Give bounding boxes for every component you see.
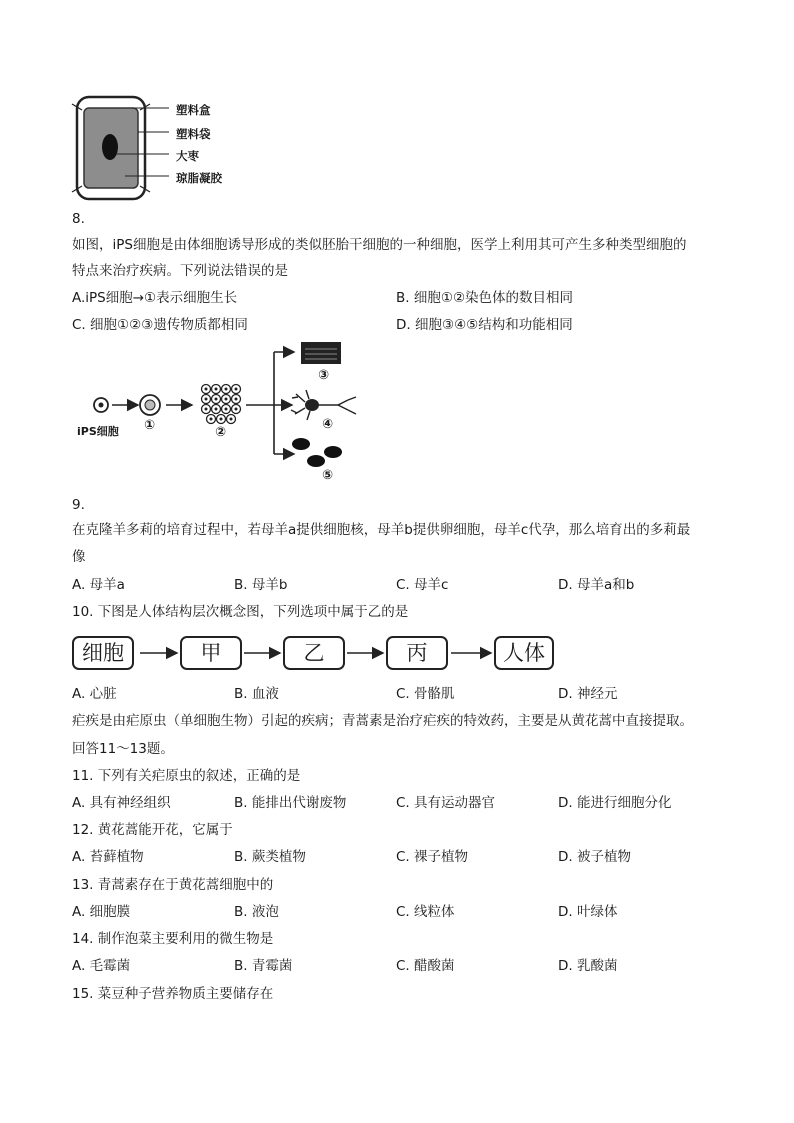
q9-number: 9. — [72, 497, 85, 513]
label-jujube: 大枣 — [176, 149, 199, 163]
q14-option-a: A. 毛霉菌 — [72, 958, 131, 974]
q11-option-d: D. 能进行细胞分化 — [558, 795, 672, 811]
q14-option-d: D. 乳酸菌 — [558, 958, 618, 974]
mark-3: ③ — [318, 368, 330, 383]
q14-option-b: B. 青霉菌 — [234, 958, 293, 974]
q11-stem: 11. 下列有关疟原虫的叙述，正确的是 — [72, 768, 301, 784]
q13-option-d: D. 叶绿体 — [558, 904, 618, 920]
q8-option-c: C. 细胞①②③遗传物质都相同 — [72, 317, 248, 333]
q9-option-a: A. 母羊a — [72, 577, 125, 593]
q12-option-b: B. 蕨类植物 — [234, 849, 306, 865]
jujube-container-diagram — [70, 94, 170, 202]
label-plastic-bag: 塑料袋 — [176, 127, 211, 141]
passage-line1: 疟疾是由疟原虫（单细胞生物）引起的疾病；青蒿素是治疗疟疾的特效药，主要是从黄花蒿中直接提取。 — [72, 713, 693, 729]
q11-option-c: C. 具有运动器官 — [396, 795, 496, 811]
q9-option-c: C. 母羊c — [396, 577, 449, 593]
q9-option-d: D. 母羊a和b — [558, 577, 635, 593]
q8-option-a: A.iPS细胞→①表示细胞生长 — [72, 290, 238, 306]
hierarchy-arrows — [134, 645, 496, 661]
q10-option-b: B. 血液 — [234, 686, 279, 702]
ips-cell-label: iPS细胞 — [77, 425, 119, 438]
mark-5: ⑤ — [322, 468, 334, 483]
q12-option-a: A. 苔藓植物 — [72, 849, 144, 865]
q8-option-d: D. 细胞③④⑤结构和功能相同 — [396, 317, 573, 333]
q8-stem-line1: 如图，iPS细胞是由体细胞诱导形成的类似胚胎干细胞的一种细胞，医学上利用其可产生多种类型细胞的 — [72, 237, 687, 253]
box-bing: 丙 — [386, 636, 448, 670]
box-yi: 乙 — [283, 636, 345, 670]
q9-stem-line1: 在克隆羊多莉的培育过程中，若母羊a提供细胞核，母羊b提供卵细胞，母羊c代孕，那么培育出的多莉最 — [72, 522, 691, 538]
q13-option-a: A. 细胞膜 — [72, 904, 131, 920]
mark-1: ① — [144, 418, 156, 433]
q12-stem: 12. 黄花蒿能开花，它属于 — [72, 822, 233, 838]
mark-4: ④ — [322, 417, 334, 432]
box-jia: 甲 — [180, 636, 242, 670]
q10-option-a: A. 心脏 — [72, 686, 117, 702]
q13-stem: 13. 青蒿素存在于黄花蒿细胞中的 — [72, 877, 274, 893]
box-cell: 细胞 — [72, 636, 134, 670]
q10-option-d: D. 神经元 — [558, 686, 618, 702]
q10-stem: 10. 下图是人体结构层次概念图，下列选项中属于乙的是 — [72, 604, 409, 620]
q14-stem: 14. 制作泡菜主要利用的微生物是 — [72, 931, 274, 947]
label-plastic-box: 塑料盒 — [176, 103, 211, 117]
q12-option-c: C. 裸子植物 — [396, 849, 469, 865]
q9-stem-line2: 像 — [72, 549, 86, 565]
q13-option-c: C. 线粒体 — [396, 904, 455, 920]
q11-option-a: A. 具有神经组织 — [72, 795, 171, 811]
q11-option-b: B. 能排出代谢废物 — [234, 795, 347, 811]
passage-line2: 回答11～13题。 — [72, 741, 174, 757]
q12-option-d: D. 被子植物 — [558, 849, 631, 865]
q8-option-b: B. 细胞①②染色体的数目相同 — [396, 290, 574, 306]
q14-option-c: C. 醋酸菌 — [396, 958, 455, 974]
q9-option-b: B. 母羊b — [234, 577, 288, 593]
label-agar-gel: 琼脂凝胶 — [176, 171, 222, 185]
q10-option-c: C. 骨骼肌 — [396, 686, 455, 702]
q15-stem: 15. 菜豆种子营养物质主要储存在 — [72, 986, 274, 1002]
q8-number: 8. — [72, 211, 85, 227]
q13-option-b: B. 液泡 — [234, 904, 279, 920]
q8-stem-line2: 特点来治疗疾病。下列说法错误的是 — [72, 263, 288, 279]
mark-2: ② — [215, 425, 227, 440]
box-human-body: 人体 — [494, 636, 554, 670]
